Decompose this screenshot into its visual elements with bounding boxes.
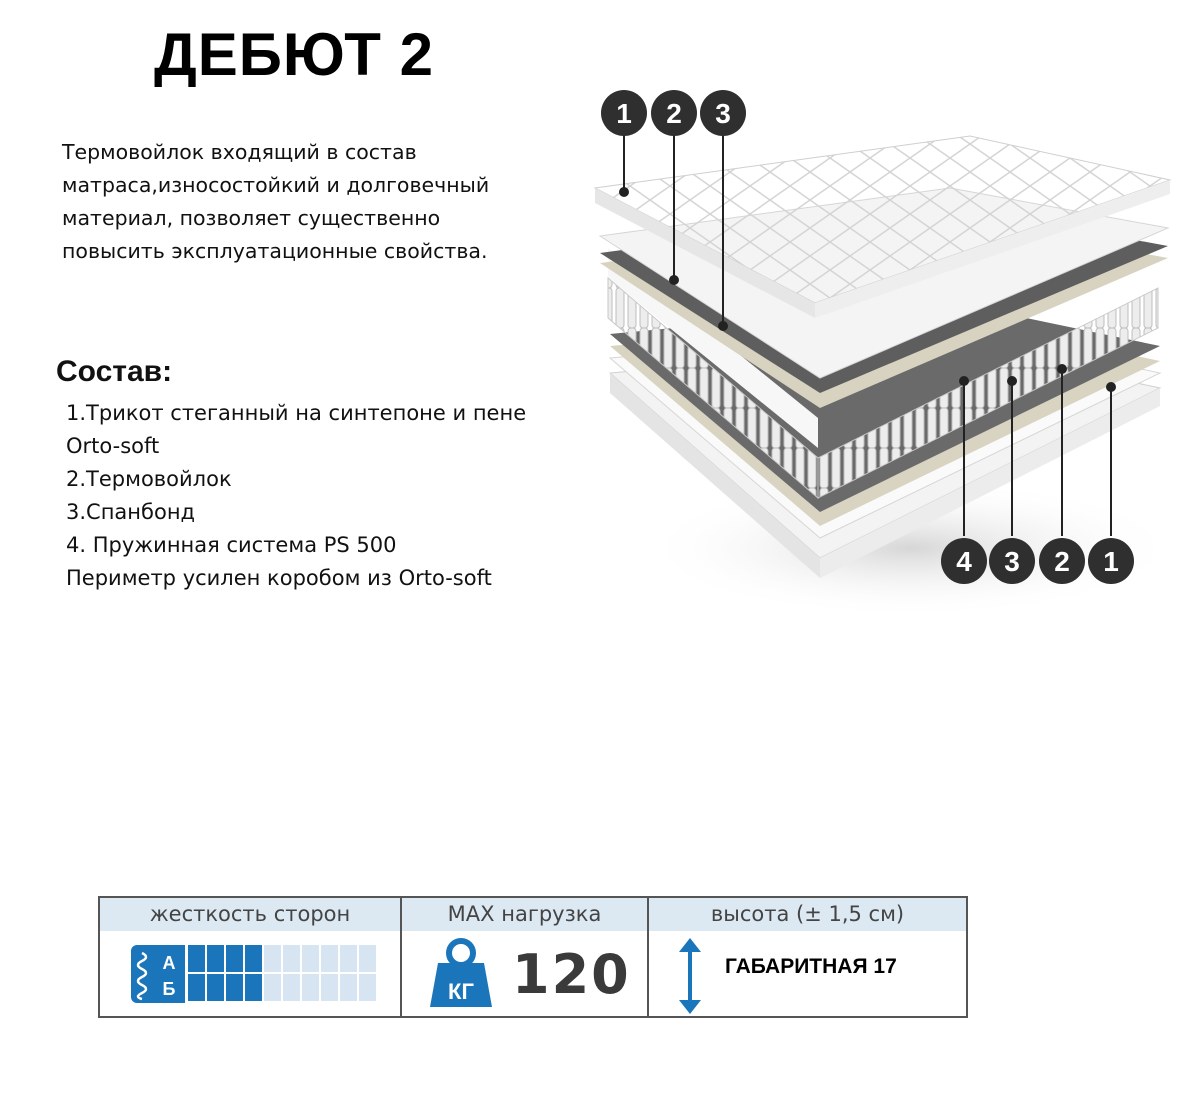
composition-heading: Состав: (56, 355, 173, 388)
stiffness-cell (283, 945, 300, 972)
stiffness-cell (321, 945, 338, 972)
side-label-b: Б (162, 979, 176, 999)
stiffness-cell (264, 974, 281, 1001)
stiffness-cell (302, 945, 319, 972)
composition-item: Периметр усилен коробом из Orto-soft (66, 566, 492, 590)
composition-list (66, 397, 526, 595)
product-title: ДЕБЮТ 2 (154, 21, 434, 88)
stiffness-cell (359, 945, 376, 972)
callout-number: 3 (715, 98, 731, 129)
stiffness-cells (188, 945, 376, 1001)
stiffness-cell (226, 945, 243, 972)
stiffness-cell (226, 974, 243, 1001)
stiffness-cell (321, 974, 338, 1001)
weight-icon (426, 935, 496, 1015)
spec-header: MAX нагрузка (402, 898, 647, 931)
stiffness-cell (245, 945, 262, 972)
composition-item: 3.Спанбонд (66, 500, 196, 524)
load-unit: КГ (448, 979, 474, 1004)
stiffness-cell (188, 945, 205, 972)
callout-badge (601, 90, 647, 136)
stiffness-cell (188, 974, 205, 1001)
composition-item: 4. Пружинная система PS 500 (66, 533, 397, 557)
spec-max-load (402, 898, 649, 1016)
callout-number: 1 (616, 98, 632, 129)
callout-badge (989, 538, 1035, 584)
spec-stiffness (100, 898, 402, 1016)
callout-badge (1088, 538, 1134, 584)
stiffness-scale (100, 931, 400, 1018)
description-line: материал, позволяет существенно (62, 206, 441, 230)
top-callouts (601, 90, 746, 136)
mattress-layers-illustration (590, 88, 1180, 618)
callout-badge (700, 90, 746, 136)
stiffness-cell (340, 974, 357, 1001)
callout-number: 1 (1103, 546, 1119, 577)
load-value: 120 (512, 943, 631, 1006)
callout-badge (1039, 538, 1085, 584)
specs-table (98, 896, 968, 1018)
spec-header: жесткость сторон (100, 898, 400, 931)
composition-item: 2.Термовойлок (66, 467, 232, 491)
composition-item: 1.Трикот стеганный на синтепоне и пене (66, 401, 527, 425)
description-line: матраса,износостойкий и долговечный (62, 173, 490, 197)
callout-number: 2 (666, 98, 682, 129)
stiffness-cell (283, 974, 300, 1001)
stiffness-cell (359, 974, 376, 1001)
product-description (62, 136, 582, 268)
callout-number: 3 (1004, 546, 1020, 577)
stiffness-cell (207, 974, 224, 1001)
callout-badge (941, 538, 987, 584)
stiffness-cell (245, 974, 262, 1001)
callout-badge (651, 90, 697, 136)
description-line: повысить эксплуатационные свойства. (62, 239, 488, 263)
stiffness-cell (340, 945, 357, 972)
height-arrow-icon (675, 936, 705, 1016)
spec-height (649, 898, 966, 1016)
callout-number: 2 (1054, 546, 1070, 577)
stiffness-cell (302, 974, 319, 1001)
description-line: Термовойлок входящий в состав (62, 140, 417, 164)
height-value: ГАБАРИТНАЯ 17 (725, 955, 897, 978)
stiffness-cell (207, 945, 224, 972)
composition-item: Orto-soft (66, 434, 160, 458)
stiffness-cell (264, 945, 281, 972)
spec-header: высота (± 1,5 см) (649, 898, 966, 931)
callout-number: 4 (956, 546, 972, 577)
side-label-a: А (162, 953, 176, 973)
